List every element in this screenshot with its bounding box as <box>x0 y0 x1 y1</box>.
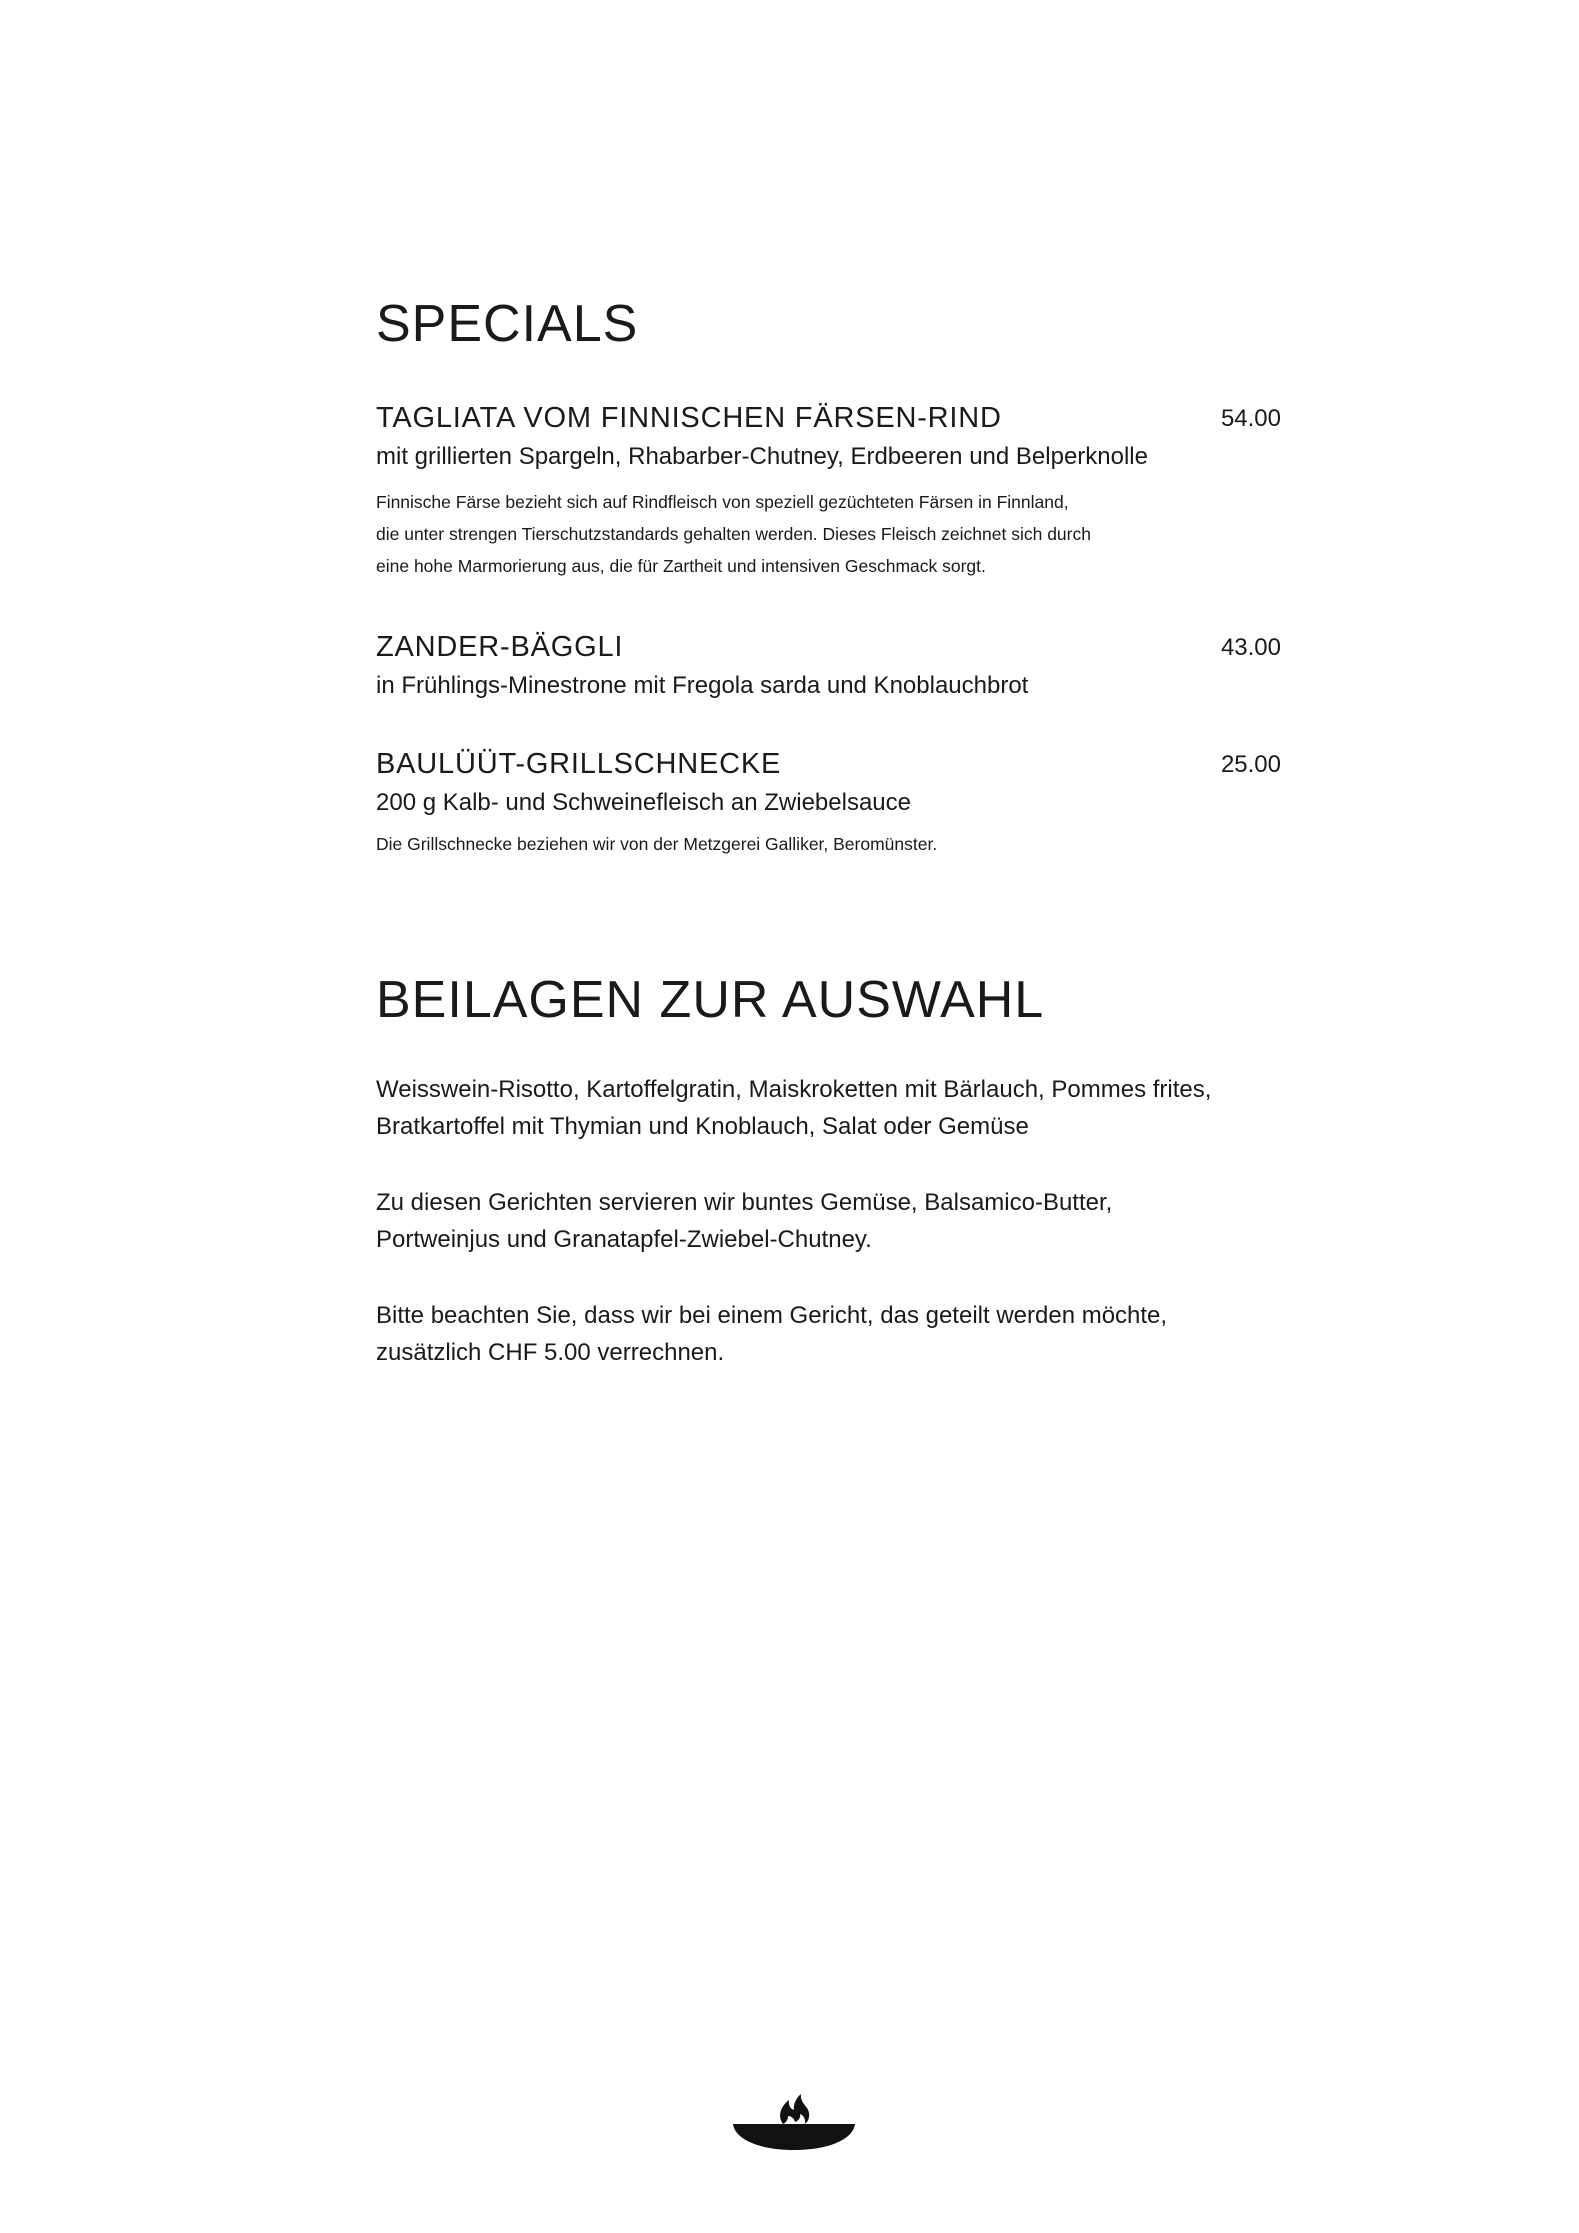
dish-name: ZANDER-BÄGGLI <box>376 631 624 663</box>
dish-description: in Frühlings-Minestrone mit Fregola sarda und Knoblauchbrot <box>376 672 1029 699</box>
beilagen-paragraph <box>376 1297 1281 1371</box>
dish-name: BAULÜÜT-GRILLSCHNECKE <box>376 748 782 780</box>
paragraph-line: Portweinjus und Granatapfel-Zwiebel-Chutney. <box>376 1226 872 1253</box>
dish-price: 54.00 <box>1220 405 1281 432</box>
paragraph-line: Bratkartoffel mit Thymian und Knoblauch, Salat oder Gemüse <box>376 1113 1029 1140</box>
dish-header <box>376 400 1281 436</box>
specials-title: SPECIALS <box>376 295 639 353</box>
beilagen-title: BEILAGEN ZUR AUSWAHL <box>376 971 1045 1029</box>
dish-zander <box>376 629 1281 703</box>
dish-description: 200 g Kalb- und Schweinefleisch an Zwiebelsauce <box>376 789 911 816</box>
dish-header <box>376 629 1281 665</box>
dish-price: 25.00 <box>1220 751 1281 778</box>
flame-bowl-icon <box>731 2088 857 2154</box>
dish-grillschnecke <box>376 746 1281 860</box>
beilagen-paragraph <box>376 1071 1281 1145</box>
dish-note-line: Die Grillschnecke beziehen wir von der Metzgerei Galliker, Beromünster. <box>376 834 938 854</box>
beilagen-paragraph <box>376 1184 1281 1258</box>
dish-header <box>376 746 1281 782</box>
dish-note-line: Finnische Färse bezieht sich auf Rindfleisch von speziell gezüchteten Färsen in Finnland, <box>376 492 1069 512</box>
dish-name: TAGLIATA VOM FINNISCHEN FÄRSEN-RIND <box>376 402 1002 434</box>
paragraph-line: Bitte beachten Sie, dass wir bei einem Gericht, das geteilt werden möchte, <box>376 1302 1168 1329</box>
paragraph-line: zusätzlich CHF 5.00 verrechnen. <box>376 1339 725 1366</box>
dish-tagliata <box>376 400 1281 582</box>
dish-note <box>376 828 1281 860</box>
dish-note <box>376 486 1281 582</box>
dish-description: mit grillierten Spargeln, Rhabarber-Chutney, Erdbeeren und Belperknolle <box>376 443 1148 470</box>
dish-note-line: die unter strengen Tierschutzstandards gehalten werden. Dieses Fleisch zeichnet sich durch <box>376 524 1091 544</box>
dish-note-line: eine hohe Marmorierung aus, die für Zartheit und intensiven Geschmack sorgt. <box>376 556 986 576</box>
dish-price: 43.00 <box>1220 634 1281 661</box>
paragraph-line: Zu diesen Gerichten servieren wir buntes Gemüse, Balsamico-Butter, <box>376 1189 1113 1216</box>
paragraph-line: Weisswein-Risotto, Kartoffelgratin, Maiskroketten mit Bärlauch, Pommes frites, <box>376 1076 1212 1103</box>
